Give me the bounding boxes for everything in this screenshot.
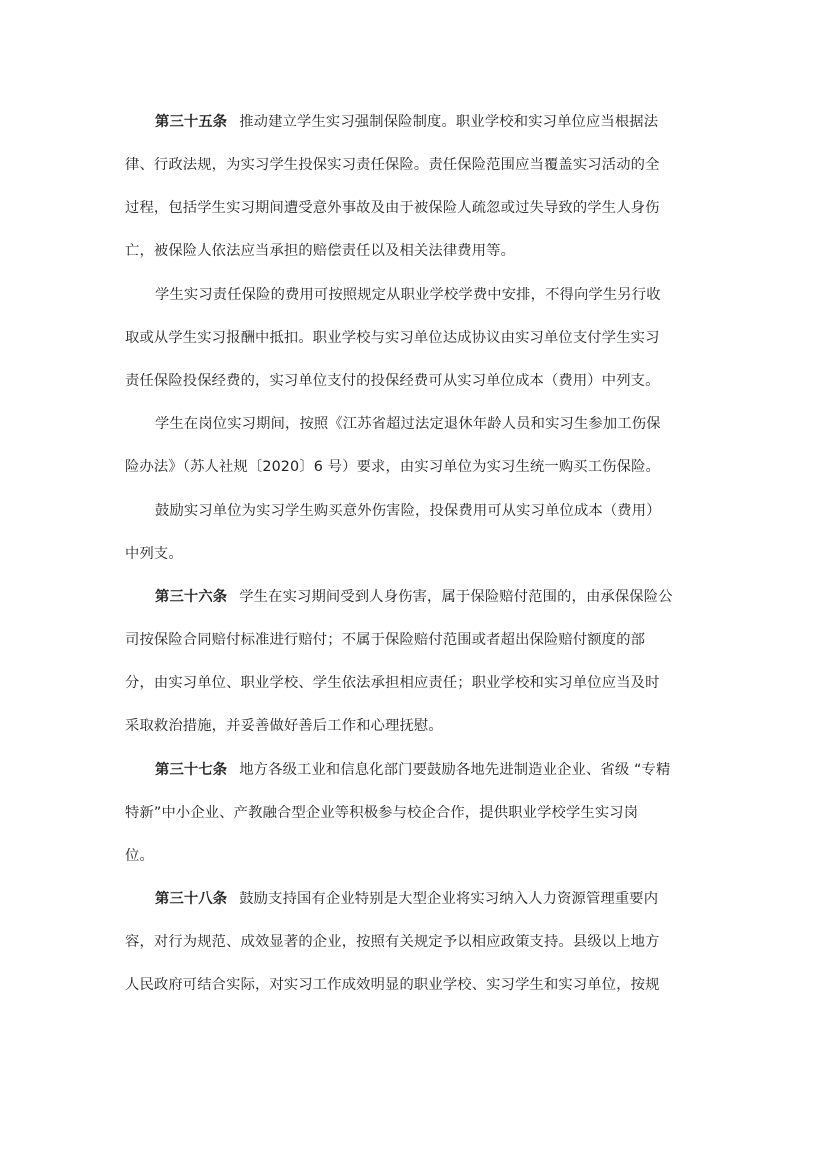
article-38-text: 鼓励支持国有企业特别是大型企业将实习纳入人力资源管理重要内 bbox=[239, 891, 659, 907]
article-37-number: 第三十七条 bbox=[155, 762, 228, 778]
article-35-number: 第三十五条 bbox=[155, 114, 228, 130]
article-35-line-4: 亡，被保险人依法应当承担的赔偿责任以及相关法律费用等。 bbox=[125, 243, 516, 259]
paragraph-insurance-fee-line-3: 责任保险投保经费的，实习单位支付的投保经费可从实习单位成本（费用）中列支。 bbox=[125, 373, 660, 389]
article-36-line-4: 采取救治措施，并妥善做好善后工作和心理抚慰。 bbox=[125, 718, 443, 734]
article-37-line-2: 特新”中小企业、产教融合型企业等积极参与校企合作，提供职业学校学生实习岗 bbox=[125, 805, 639, 821]
paragraph-insurance-fee-line-2: 取或从学生实习报酬中抵扣。职业学校与实习单位达成协议由实习单位支付学生实习 bbox=[125, 330, 660, 346]
article-37-text: 地方各级工业和信息化部门要鼓励各地先进制造业企业、省级 “专精 bbox=[239, 762, 671, 778]
article-38-line-3: 人民政府可结合实际，对实习工作成效明显的职业学校、实习学生和实习单位，按规 bbox=[125, 977, 660, 993]
article-36-text: 学生在实习期间受到人身伤害，属于保险赔付范围的，由承保保险公 bbox=[239, 589, 673, 605]
article-36-line-3: 分，由实习单位、职业学校、学生依法承担相应责任；职业学校和实习单位应当及时 bbox=[125, 675, 660, 691]
paragraph-accident-insurance-line-1: 鼓励实习单位为实习学生购买意外伤害险，投保费用可从实习单位成本（费用） bbox=[155, 503, 661, 519]
article-36-line-2: 司按保险合同赔付标准进行赔付；不属于保险赔付范围或者超出保险赔付额度的部 bbox=[125, 632, 646, 648]
article-36-line-1 bbox=[155, 587, 673, 607]
article-35-line-2: 律、行政法规，为实习学生投保实习责任保险。责任保险范围应当覆盖实习活动的全 bbox=[125, 157, 660, 173]
paragraph-accident-insurance-line-2: 中列支。 bbox=[125, 546, 183, 562]
article-36-number: 第三十六条 bbox=[155, 589, 228, 605]
article-35-line-1 bbox=[155, 112, 658, 132]
article-35-line-3: 过程，包括学生实习期间遭受意外事故及由于被保险人疏忽或过失导致的学生人身伤 bbox=[125, 200, 660, 216]
paragraph-injury-insurance-line-1: 学生在岗位实习期间，按照《江苏省超过法定退休年龄人员和实习生参加工伤保 bbox=[155, 416, 661, 432]
paragraph-injury-insurance-line-2: 险办法》（苏人社规〔2020〕6 号）要求，由实习单位为实习生统一购买工伤保险。 bbox=[125, 459, 660, 475]
article-37-line-3: 位。 bbox=[125, 848, 154, 864]
article-38-number: 第三十八条 bbox=[155, 891, 228, 907]
article-38-line-2: 容，对行为规范、成效显著的企业，按照有关规定予以相应政策支持。县级以上地方 bbox=[125, 934, 660, 950]
paragraph-insurance-fee-line-1: 学生实习责任保险的费用可按照规定从职业学校学费中安排，不得向学生另行收 bbox=[155, 287, 661, 303]
article-37-line-1 bbox=[155, 760, 670, 780]
article-35-text: 推动建立学生实习强制保险制度。职业学校和实习单位应当根据法 bbox=[239, 114, 659, 130]
article-38-line-1 bbox=[155, 889, 658, 909]
